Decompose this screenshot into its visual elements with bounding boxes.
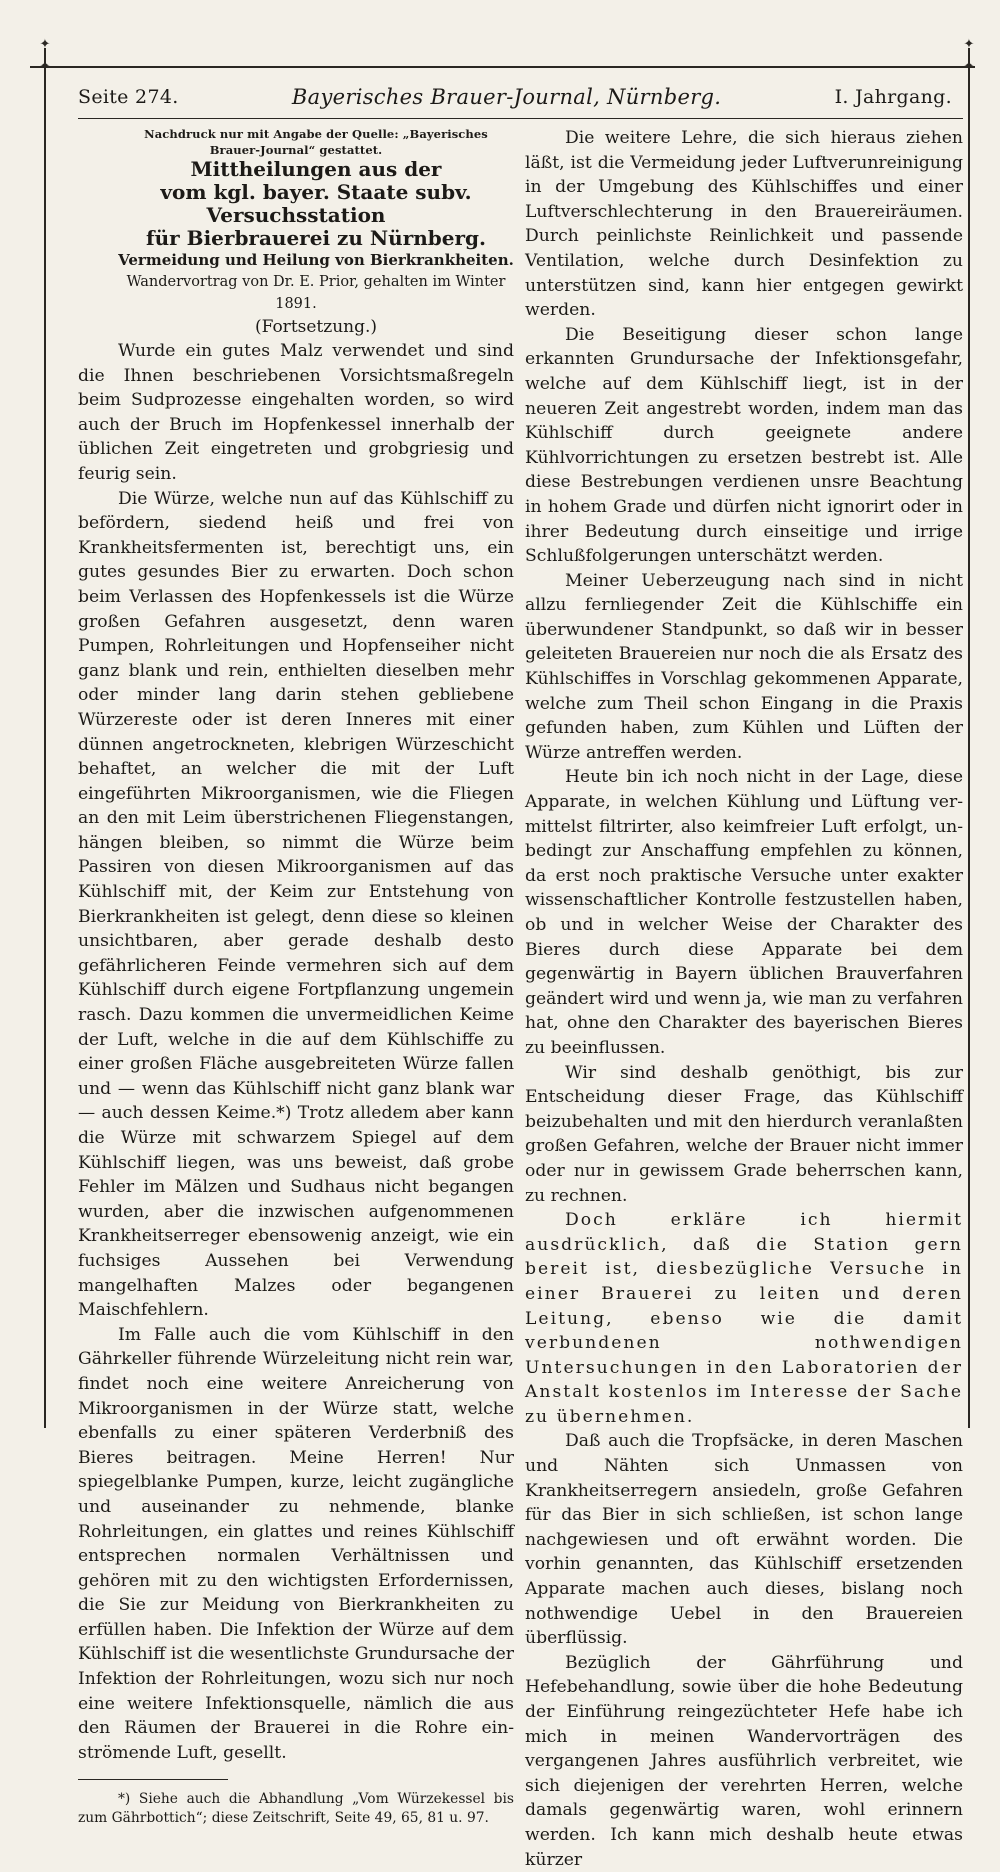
- article-heading-line3: für Bierbrauerei zu Nürnberg.: [146, 226, 486, 250]
- article-byline: Wandervortrag von Dr. E. Prior, gehalten im Winter 1891.: [126, 274, 506, 312]
- footnote-rule: [78, 1779, 228, 1780]
- header-rule: [78, 118, 963, 119]
- paragraph: Doch erkläre ich hiermit ausdrücklich, daß die Station gern bereit ist, diesbezügliche Versuche in einer Brauerei zu leiten und deren Leitung, ebenso wie die damit verbundenen nothwendigen Untersuchungen in den Laboratorien der Anstalt kostenlos im Interesse der Sache zu übernehmen.: [525, 1210, 963, 1427]
- paragraph: Die weitere Lehre, die sich hieraus ziehen läßt, ist die Vermeidung jeder Luftverunreinigung in der Umgebung des Kühlschiffes und einer Luftverschlechterung in den Brauereiräumen. Durch peinlichste Reinlichkeit und passende Ventilation, welche durch Desinfektion zu unterstützen sind, kann hier entgegen gewirkt werden.: [525, 128, 963, 321]
- article-subheading: Vermeidung und Heilung von Bierkrankheiten.: [118, 251, 514, 269]
- paragraph: Im Falle auch die vom Kühlschiff in den Gährkeller führende Würzeleitung nicht rein war, findet noch eine weitere Anreicherung von Mikroorganismen in der Würze statt, welche ebenfalls zu einer späteren Verderbniß des Bieres beitragen. Meine Herren! Nur spiegelblanke Pumpen, kurze, leicht zugängliche und auseinander zu nehmende, blanke Rohrleitungen, ein glattes und reines Kühlschiff entsprechen normalen Verhältnissen und gehören mit zu den wichtigsten Erfordernissen, die Sie zur Meidung von Bierkrankheiten zu erfüllen haben. Die Infektion der Würze auf dem Kühlschiff ist die wesentlichste Grundursache der Infektion der Rohrleitungen, wozu sich nur noch eine weitere Infektionsquelle, nämlich die aus den Räumen der Brauerei in die Rohre einströmende Luft, gesellt.: [78, 1324, 514, 1763]
- right-rule: [968, 48, 970, 1428]
- ornament-top-left-icon: ✦: [39, 59, 51, 74]
- left-rule: [44, 48, 46, 1428]
- paragraph: Die Beseitigung dieser schon lange erkannten Grundursache der Infektionsgefahr, welche auf dem Kühlschiff liegt, ist in der neueren Zeit angestrebt worden, indem man das Kühlschiff durch geeignete andere Kühlvorrichtungen zu ersetzen bestrebt ist. Alle diese Bestrebungen verdienen unsre Beachtung in hohem Grade und dürfen nicht ignorirt oder in ihrer Bedeutung durch einseitige und irrige Schlußfolgerungen unterschätzt werden.: [525, 324, 963, 567]
- journal-title: Bayerisches Brauer-Journal, Nürnberg.: [291, 85, 722, 109]
- paragraph: Daß auch die Tropfsäcke, in deren Maschen und Nähten sich Unmassen von Krankheitserregern ansiedeln, große Gefahren für das Bier in sich schließen, ist schon lange nachgewiesen und oft erwähnt worden. Die vorhin genannten, das Kühlschiff ersetzenden Apparate machen auch dieses, bislang noch nothwendige Uebel in den Brauereien überflüssig.: [525, 1431, 963, 1649]
- top-rule: [30, 66, 975, 68]
- paragraph: Die Würze, welche nun auf das Kühlschiff zu befördern, siedend heiß und frei von Krankheitsfermenten ist, berechtigt uns, ein gutes gesundes Bier zu erwarten. Doch schon beim Verlassen des Hopfenkessels ist die Würze großen Gefahren ausgesetzt, denn waren Pumpen, Rohrleitungen und Hopfenseiher nicht ganz blank und rein, enthielten dieselben mehr oder minder lang darin stehen gebliebene Würzereste oder ist deren Inneres mit einer dünnen angetrockneten, klebrigen Würzeschicht behaftet, an welcher die mit der Luft eingeführten Mikroorganismen, wie die Fliegen an den mit Leim überstrichenen Fliegenstangen, hängen bleiben, so nimmt die Würze beim Passiren von diesen Mikroorganismen auf das Kühlschiff mit, der Keim zur Entstehung von Bierkrankheiten ist gelegt, denn diese so kleinen unsichtbaren, aber gerade deshalb desto gefährlicheren Feinde vermehren sich auf dem Kühlschiff durch eigene Fortpflanzung ungemein rasch. Dazu kommen die unvermeidlichen Keime der Luft, welche in die auf dem Kühlschiffe zu einer großen Fläche ausgebreiteten Würze fallen und — wenn das Kühlschiff nicht ganz blank war — auch dessen Keime.*) Trotz alledem aber kann die Würze mit schwarzem Spiegel auf dem Kühlschiff liegen, was uns beweist, daß grobe Fehler im Mälzen und Sudhaus nicht begangen wurden, aber die inzwischen aufgenommenen Krankheitserreger ebensowenig anzeigt, wie ein fuchsiges Aussehen bei Verwendung mangelhaften Malzes oder begangenen Maischfehlern.: [78, 488, 514, 1321]
- paragraph: Wurde ein gutes Malz verwendet und sind die Ihnen beschriebenen Vorsichtsmaßregeln beim Sudprozesse eingehalten worden, so wird auch der Bruch im Hopfenkessel innerhalb der üblichen Zeit eingetreten und grobgriesig und feurig sein.: [78, 341, 514, 484]
- article-heading-line1: Mittheilungen aus der: [190, 157, 442, 181]
- ornament-top-right-icon: ✦: [963, 59, 975, 74]
- paragraph: Heute bin ich noch nicht in der Lage, diese Apparate, in welchen Kühlung und Lüftung vermittelst filtrirter, also keimfreier Luft erfolgt, unbedingt zur Anschaffung empfehlen zu können, da erst noch praktische Versuche unter exakter wissenschaftlicher Kontrolle festzustellen haben, ob und in welcher Weise der Charakter des Bieres durch diese Apparate bei dem gegenwärtig in Bayern üblichen Brauverfahren geändert wird und wenn ja, wie man zu verfahren hat, ohne den Charakter des bayerischen Bieres zu beeinflussen.: [525, 767, 963, 1058]
- reprint-notice: Nachdruck nur mit Angabe der Quelle: „Bayerisches Brauer-Journal“ gestattet.: [144, 127, 488, 157]
- continuation-note: (Fortsetzung.): [254, 317, 378, 337]
- paragraph: Wir sind deshalb genöthigt, bis zur Entscheidung dieser Frage, das Kühlschiff beizubehalten und mit den hierdurch veranlaßten großen Gefahren, welche der Brauer nicht immer oder nur in gewissem Grade beherrschen kann, zu rechnen.: [525, 1062, 963, 1206]
- running-header: [78, 80, 952, 114]
- left-column: [78, 126, 514, 1828]
- ornament-left-top-icon: ✦: [39, 37, 51, 52]
- page-number: Seite 274.: [78, 86, 179, 108]
- ornament-right-top-icon: ✦: [963, 37, 975, 52]
- right-column: [525, 126, 963, 1872]
- paragraph: Bezüglich der Gährführung und Hefebehandlung, sowie über die hohe Bedeutung der Einführung reingezüchteter Hefe habe ich mich in meinen Wandervorträgen des vergangenen Jahres ausführlich verbreitet, wie sich diejenigen der verehrten Herren, welche damals gegenwärtig waren, wohl erinnern werden. Ich kann mich deshalb heute etwas kürzer: [525, 1652, 963, 1870]
- article-heading-line2: vom kgl. bayer. Staate subv. Versuchsstation: [160, 180, 472, 227]
- footnote: *) Siehe auch die Abhandlung „Vom Würzekessel bis zum Gährbottich“; diese Zeitschrift, Seite 49, 65, 81 u. 97.: [78, 1791, 514, 1827]
- volume-label: I. Jahrgang.: [834, 86, 952, 108]
- paragraph: Meiner Ueberzeugung nach sind in nicht allzu fernliegender Zeit die Kühlschiffe ein überwundener Standpunkt, so daß wir in besser geleiteten Brauereien nur noch die als Ersatz des Kühlschiffes in Vorschlag gekommenen Apparate, welche zum Theil schon Eingang in die Praxis gefunden haben, zum Kühlen und Lüften der Würze antreffen werden.: [525, 570, 963, 763]
